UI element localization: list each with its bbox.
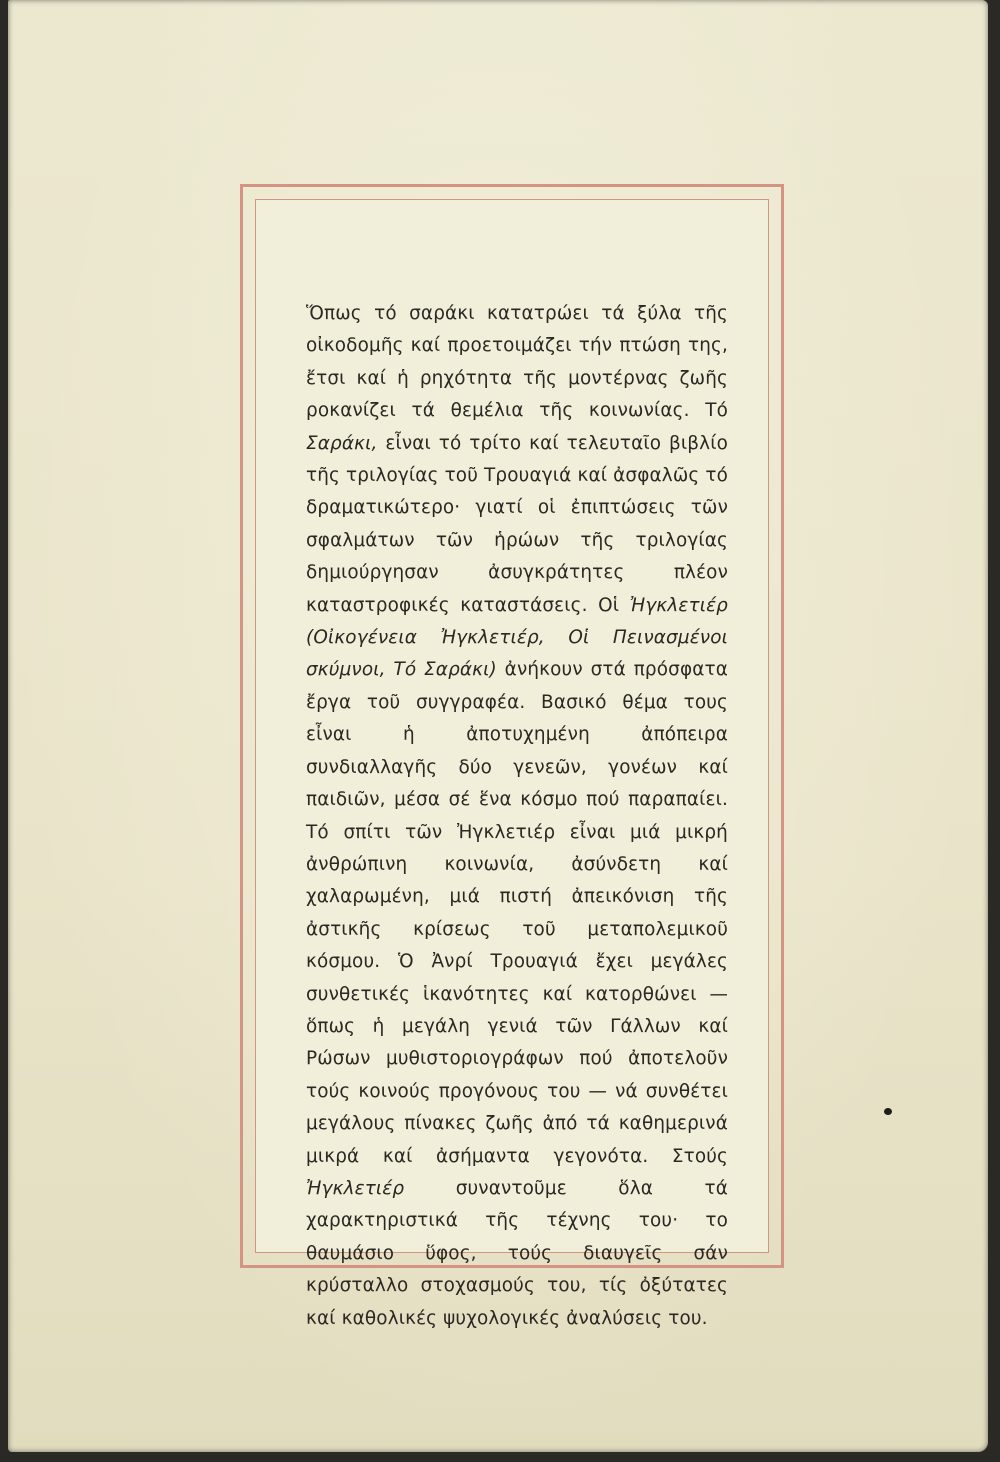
blurb-part-2: εἶναι τό τρίτο καί τελευταῖο βιβλίο τῆς τριλογίας τοῦ Τρουαγιά καί ἀσφαλῶς τό δραματικώτερο· γιατί οἱ ἐπιπτώσεις τῶν σφαλμάτων τῶν ἡρώων τῆς τριλογίας δημιούργησαν ἀσυγκράτητες πλέον καταστροφικές καταστάσεις. Οἱ (306, 432, 728, 616)
blurb-part-1: Ὅπως τό σαράκι κατατρώει τά ξύλα τῆς οἰκοδομῆς καί προετοιμάζει τήν πτώση της, ἔτσι καί ἡ ρηχότητα τῆς μοντέρνας ζωῆς ροκανίζει τά θεμέλια τῆς κοινωνίας. Τό (306, 303, 728, 422)
book-back-cover (8, 0, 988, 1452)
decorative-frame-outer (240, 184, 784, 1329)
blurb-part-4: συναντοῦμε ὅλα τά χαρακτηριστικά τῆς τέχνης του· το θαυμάσιο ὕφος, τούς διαυγεῖς σάν κρύσταλλο στοχασμούς του, τίς ὀξύτατες καί καθολικές ψυχολογικές ἀναλύσεις του. (306, 1177, 728, 1329)
decorative-frame-inner (255, 199, 769, 1329)
paper-speck (884, 1108, 892, 1115)
blurb-text (306, 298, 728, 1335)
blurb-title-egkletier: Ἠγκλετιέρ (306, 1177, 405, 1199)
blurb-title-saraki: Σαράκι, (306, 432, 378, 454)
blurb-part-3: ἀνήκουν στά πρόσφατα ἔργα τοῦ συγγραφέα. Βασικό θέμα τους εἶναι ἡ ἀποτυχημένη ἀπόπειρα συνδιαλλαγῆς δύο γενεῶν, γονέων καί παιδιῶν, μέσα σέ ἕνα κόσμο πού παραπαίει. Τό σπίτι τῶν Ἠγκλετιέρ εἶναι μιά μικρή ἀνθρώπινη κοινωνία, ἀσύνδετη καί χαλαρωμένη, μιά πιστή ἀπεικόνιση τῆς ἀστικῆς κρίσεως τοῦ μεταπολεμικοῦ κόσμου. Ὁ Ἀνρί Τρουαγιά ἔχει μεγάλες συνθετικές ἱκανότητες καί κατορθώνει — ὅπως ἡ μεγάλη γενιά τῶν Γάλλων καί Ρώσων μυθιστοριογράφων πού ἀποτελοῦν τούς κοινούς προγόνους του — νά συνθέτει μεγάλους πίνακες ζωῆς ἀπό τά καθημερινά μικρά καί ἀσήμαντα γεγονότα. Στούς (306, 659, 728, 1167)
blurb-title-trilogy: Ἠγκλετιέρ (Οἰκογένεια Ἠγκλετιέρ, Οἱ Πεινασμένοι σκύμνοι, Τό Σαράκι) (306, 594, 728, 681)
